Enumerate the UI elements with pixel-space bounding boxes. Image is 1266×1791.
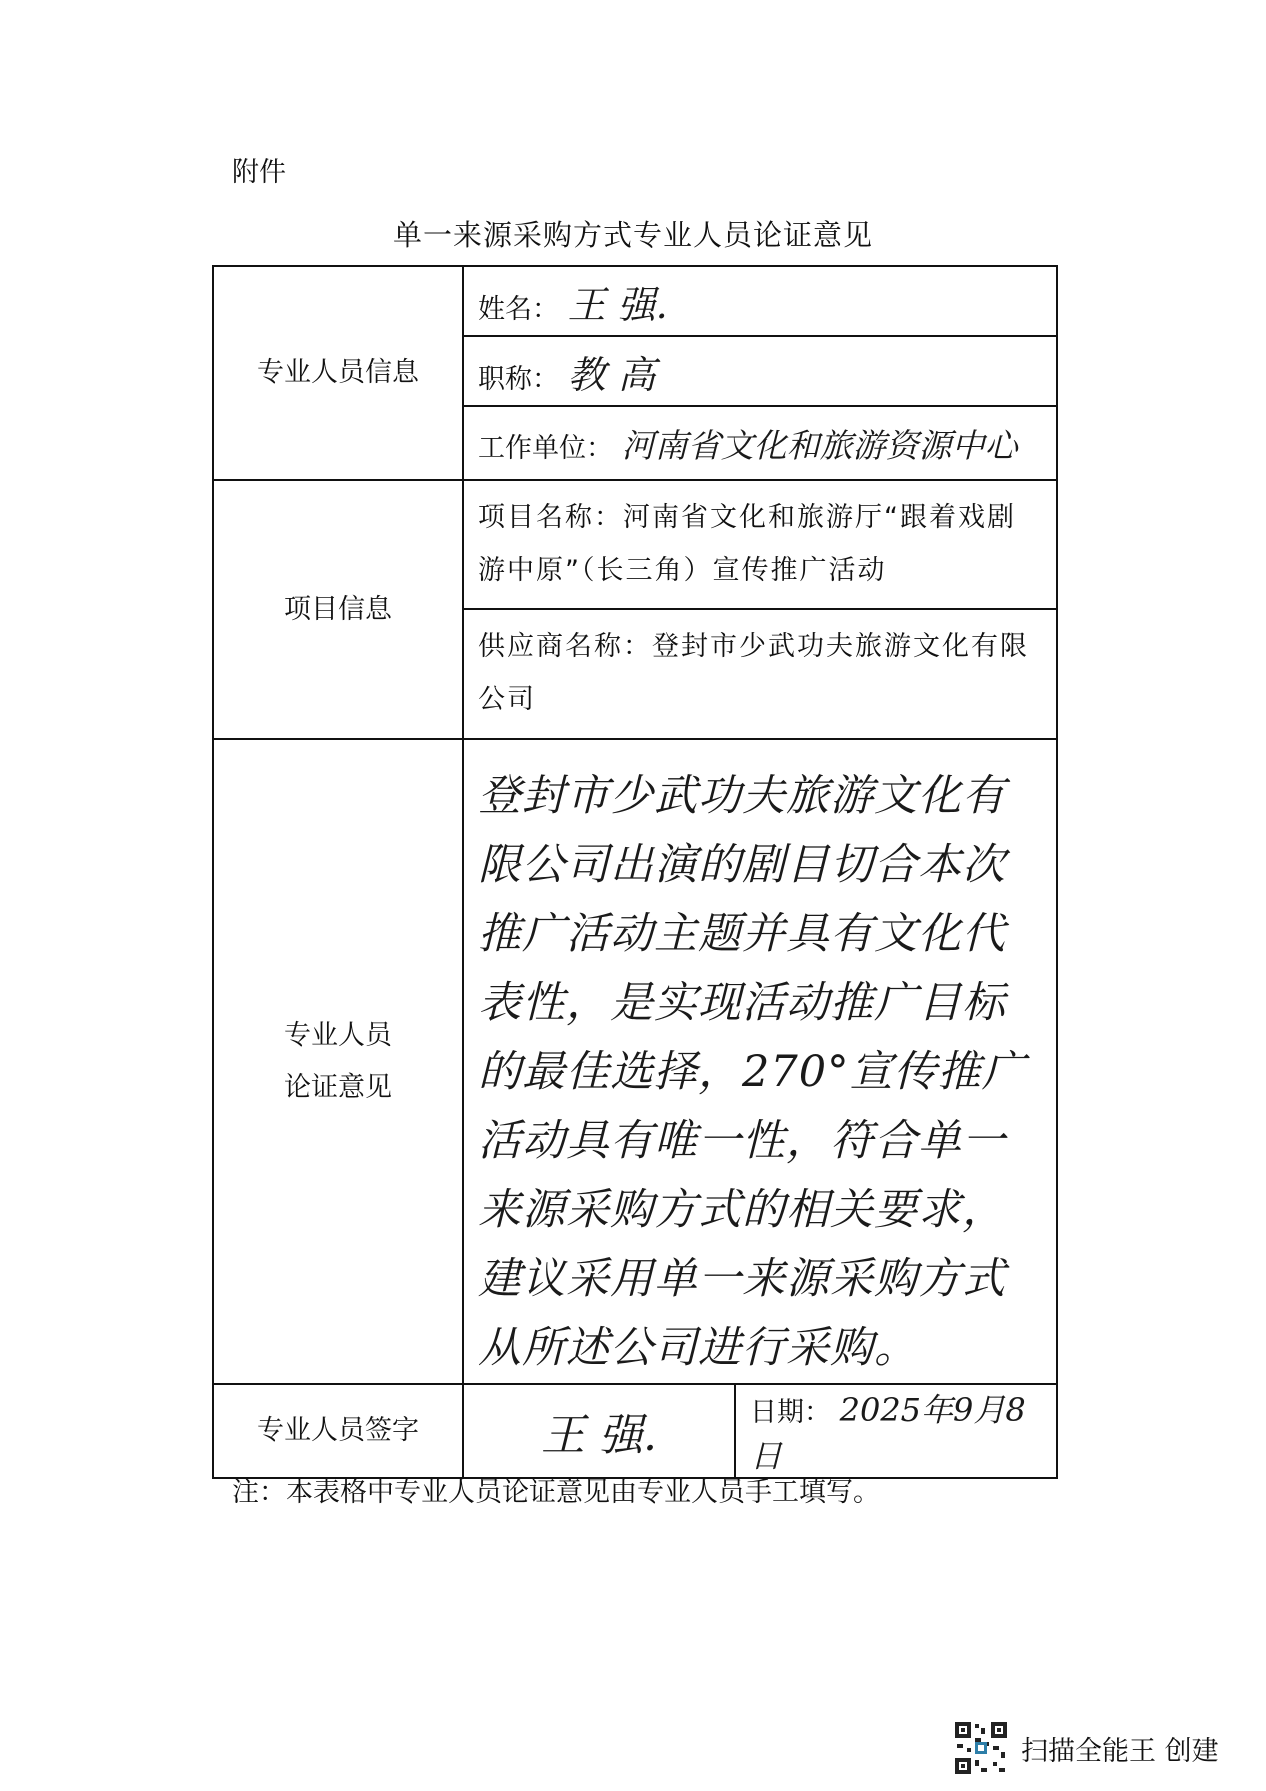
- date-cell: [735, 1384, 1057, 1478]
- scanner-watermark: [953, 1720, 1219, 1776]
- date-handwritten: 2025年9月8日: [750, 1391, 1026, 1475]
- project-name: 项目名称：河南省文化和旅游厅“跟着戏剧游中原”（长三角）宣传推广活动: [463, 480, 1057, 609]
- opinion-label: [213, 739, 463, 1384]
- opinion-label-line1: 专业人员: [284, 1020, 392, 1052]
- org-row: [463, 406, 1057, 480]
- document-title: 单一来源采购方式专业人员论证意见: [392, 218, 873, 252]
- org-label: 工作单位：: [478, 432, 613, 464]
- expert-info-label: 专业人员信息: [213, 266, 463, 480]
- signature-handwritten: 王 强.: [463, 1384, 735, 1478]
- opinion-form-table: [212, 265, 1058, 1479]
- date-label: 日期：: [750, 1397, 831, 1428]
- supplier-name: 供应商名称：登封市少武功夫旅游文化有限公司: [463, 609, 1057, 739]
- name-label: 姓名：: [478, 293, 559, 325]
- name-row: [463, 266, 1057, 336]
- qr-code-icon: [953, 1720, 1009, 1776]
- opinion-handwritten-text: 登封市少武功夫旅游文化有限公司出演的剧目切合本次推广活动主题并具有文化代表性，是实现活动推广目标的最佳选择，270°宣传推广活动具有唯一性，符合单一来源采购方式的相关要求，建议采用单一来源采购方式从所述公司进行采购。: [463, 739, 1057, 1384]
- scanner-brand: 扫描全能王 创建: [1021, 1735, 1219, 1767]
- title-handwritten: 教 高: [567, 352, 656, 397]
- title-label: 职称：: [478, 363, 559, 395]
- footnote: 注：本表格中专业人员论证意见由专业人员手工填写。: [232, 1477, 880, 1508]
- attachment-label: 附件: [232, 157, 286, 188]
- title-row: [463, 336, 1057, 406]
- org-handwritten: 河南省文化和旅游资源中心: [621, 425, 1018, 465]
- signature-label: 专业人员签字: [213, 1384, 463, 1478]
- name-handwritten: 王 强.: [567, 282, 668, 327]
- opinion-label-line2: 论证意见: [284, 1071, 392, 1103]
- project-info-label: 项目信息: [213, 480, 463, 739]
